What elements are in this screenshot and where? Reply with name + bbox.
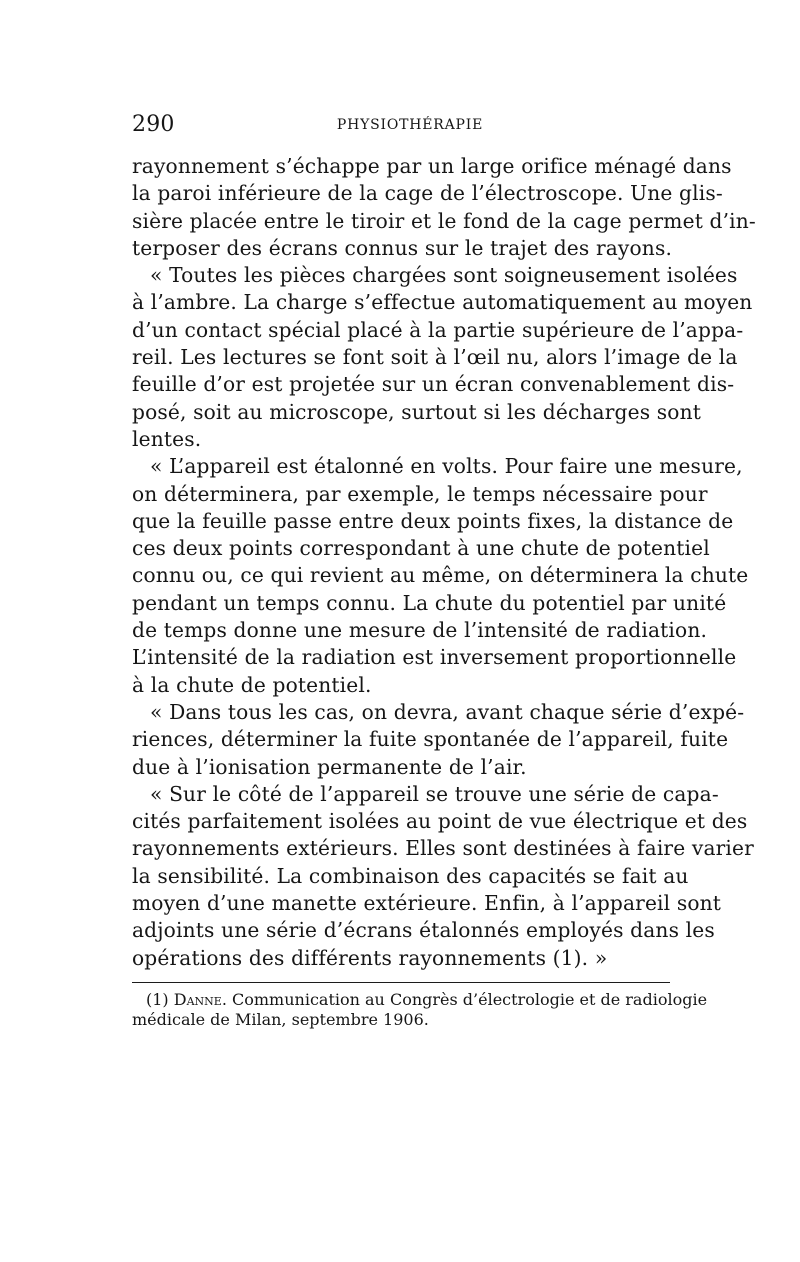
- text-line: de temps donne une mesure de l’intensité de radiation.: [132, 618, 708, 643]
- text-line: « Dans tous les cas, on devra, avant chaque série d’expé-: [150, 699, 745, 724]
- main-text: [132, 153, 756, 972]
- paragraph: [132, 262, 753, 453]
- text-line: rayonnements extérieurs. Elles sont destinées à faire varier: [132, 836, 754, 861]
- paragraph: [132, 781, 754, 972]
- text-line: posé, soit au microscope, surtout si les décharges sont: [132, 399, 702, 424]
- footnote: [132, 990, 708, 1030]
- text-line: riences, déterminer la fuite spontanée de l’appareil, fuite: [132, 727, 729, 752]
- text-line: reil. Les lectures se font soit à l’œil nu, alors l’image de la: [132, 345, 738, 370]
- paragraph: [132, 699, 745, 781]
- text-line: « Toutes les pièces chargées sont soigneusement isolées: [150, 263, 738, 288]
- text-line: pendant un temps connu. La chute du potentiel par unité: [132, 590, 727, 615]
- text-line: « L’appareil est étalonné en volts. Pour faire une mesure,: [150, 454, 743, 479]
- page-number: 290: [132, 112, 175, 137]
- footnote-divider: [132, 982, 670, 983]
- paragraph: [132, 453, 749, 699]
- page-header: [132, 112, 670, 144]
- footnote-text: . Communication au Congrès d’électrologie et de radiologie: [221, 990, 708, 1009]
- text-line: la sensibilité. La combinaison des capacités se fait au: [132, 863, 689, 888]
- text-line: opérations des différents rayonnements (1). »: [132, 945, 608, 970]
- text-line: à la chute de potentiel.: [132, 672, 372, 697]
- text-line: cités parfaitement isolées au point de vue électrique et des: [132, 809, 748, 834]
- text-line: la paroi inférieure de la cage de l’électroscope. Une glis-: [132, 181, 723, 206]
- text-line: L’intensité de la radiation est inversement proportionnelle: [132, 645, 737, 670]
- text-line: « Sur le côté de l’appareil se trouve une série de capa-: [150, 781, 719, 806]
- text-line: on déterminera, par exemple, le temps nécessaire pour: [132, 481, 708, 506]
- text-line: feuille d’or est projetée sur un écran convenablement dis-: [132, 372, 735, 397]
- text-line: connu ou, ce qui revient au même, on déterminera la chute: [132, 563, 749, 588]
- paragraph: [132, 153, 756, 262]
- footnote-marker: (1): [146, 990, 169, 1009]
- text-line: terposer des écrans connus sur le trajet des rayons.: [132, 235, 673, 260]
- footnote-line: [132, 990, 708, 1010]
- text-line: moyen d’une manette extérieure. Enfin, à l’appareil sont: [132, 891, 722, 916]
- text-line: rayonnement s’échappe par un large orifice ménagé dans: [132, 154, 732, 178]
- footnote-author: Danne: [173, 990, 222, 1009]
- text-line: sière placée entre le tiroir et le fond de la cage permet d’in-: [132, 208, 756, 233]
- running-title: PHYSIOTHÉRAPIE: [336, 117, 484, 133]
- text-line: ces deux points correspondant à une chute de potentiel: [132, 536, 710, 561]
- text-line: que la feuille passe entre deux points fixes, la distance de: [132, 508, 734, 533]
- text-line: à l’ambre. La charge s’effectue automatiquement au moyen: [132, 290, 753, 315]
- text-line: d’un contact spécial placé à la partie supérieure de l’appa-: [132, 317, 744, 342]
- text-line: lentes.: [132, 426, 202, 451]
- footnote-line: médicale de Milan, septembre 1906.: [132, 1010, 429, 1029]
- text-line: due à l’ionisation permanente de l’air.: [132, 754, 527, 779]
- text-line: adjoints une série d’écrans étalonnés employés dans les: [132, 918, 715, 943]
